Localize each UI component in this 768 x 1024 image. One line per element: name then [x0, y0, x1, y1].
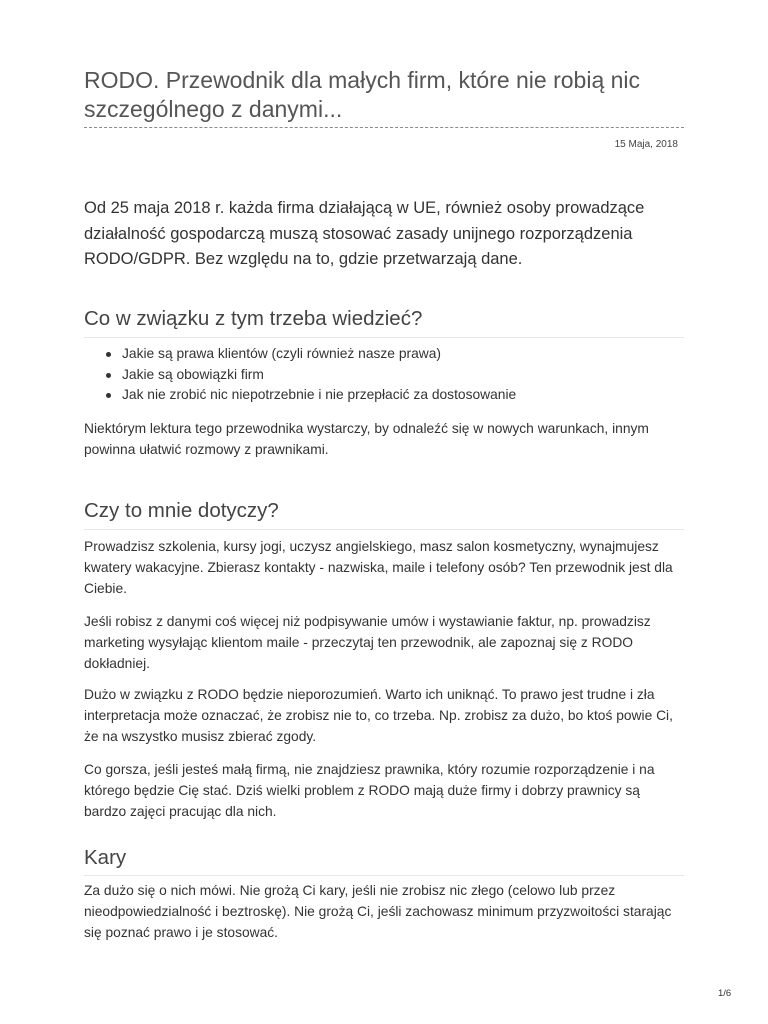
- bullet-icon: [106, 393, 111, 398]
- list-item: Jakie są prawa klientów (czyli również nasze prawa): [84, 344, 684, 365]
- section-divider: [84, 875, 684, 876]
- bullet-icon: [106, 373, 111, 378]
- list-item: Jakie są obowiązki firm: [84, 365, 684, 386]
- paragraph: Co gorsza, jeśli jesteś małą firmą, nie znajdziesz prawnika, który rozumie rozporządzenie i na którego będzie Cię stać. Dziś wielki problem z RODO mają duże firmy i dobrzy prawnicy są bardzo zajęci pracując dla nich.: [84, 762, 655, 819]
- section-heading-czy-dotyczy: Czy to mnie dotyczy?: [84, 499, 279, 522]
- paragraph: Niektórym lektura tego przewodnika wystarczy, by odnaleźć się w nowych warunkach, innym powinna ułatwić rozmowy z prawnikami.: [84, 421, 649, 457]
- bullet-icon: [106, 352, 111, 357]
- list-item: Jak nie zrobić nic niepotrzebnie i nie przepłacić za dostosowanie: [84, 385, 684, 406]
- paragraph: Jeśli robisz z danymi coś więcej niż podpisywanie umów i wystawianie faktur, np. prowadzisz marketing wysyłając klientom maile - przeczytaj ten przewodnik, ale zapoznaj się z RODO dokładniej.: [84, 614, 651, 671]
- paragraph: Za dużo się o nich mówi. Nie grożą Ci kary, jeśli nie zrobisz nic złego (celowo lub przez nieodpowiedzialność i beztroskę). Nie grożą Ci, jeśli zachowasz minimum przyzwoitości starając się poznać prawo i je stosować.: [84, 883, 672, 940]
- document-title: RODO. Przewodnik dla małych firm, które nie robią nic szczególnego z danymi...: [84, 67, 641, 122]
- bullet-list: [84, 344, 684, 406]
- section-heading-kary: Kary: [84, 846, 127, 869]
- page-number: 1/6: [718, 988, 732, 999]
- title-dashed-divider: [84, 127, 684, 128]
- lead-paragraph: Od 25 maja 2018 r. każda firma działającą w UE, również osoby prowadzące działalność gospodarczą muszą stosować zasady unijnego rozporządzenia RODO/GDPR. Bez względu na to, gdzie przetwarzają dane.: [84, 199, 645, 268]
- section-heading-co-wiedziec: Co w związku z tym trzeba wiedzieć?: [84, 307, 423, 330]
- section-divider: [84, 529, 684, 530]
- paragraph: Dużo w związku z RODO będzie nieporozumień. Warto ich uniknąć. To prawo jest trudne i zła interpretacja może oznaczać, że zrobisz nie to, co trzeba. Np. zrobisz za dużo, bo ktoś powie Ci, że na wszystko musisz zbierać zgody.: [84, 687, 673, 744]
- publication-date: 15 Maja, 2018: [614, 139, 678, 150]
- paragraph: Prowadzisz szkolenia, kursy jogi, uczysz angielskiego, masz salon kosmetyczny, wynajmujesz kwatery wakacyjne. Zbierasz kontakty - nazwiska, maile i telefony osób? Ten przewodnik jest dla Ciebie.: [84, 539, 673, 596]
- section-divider: [84, 337, 684, 338]
